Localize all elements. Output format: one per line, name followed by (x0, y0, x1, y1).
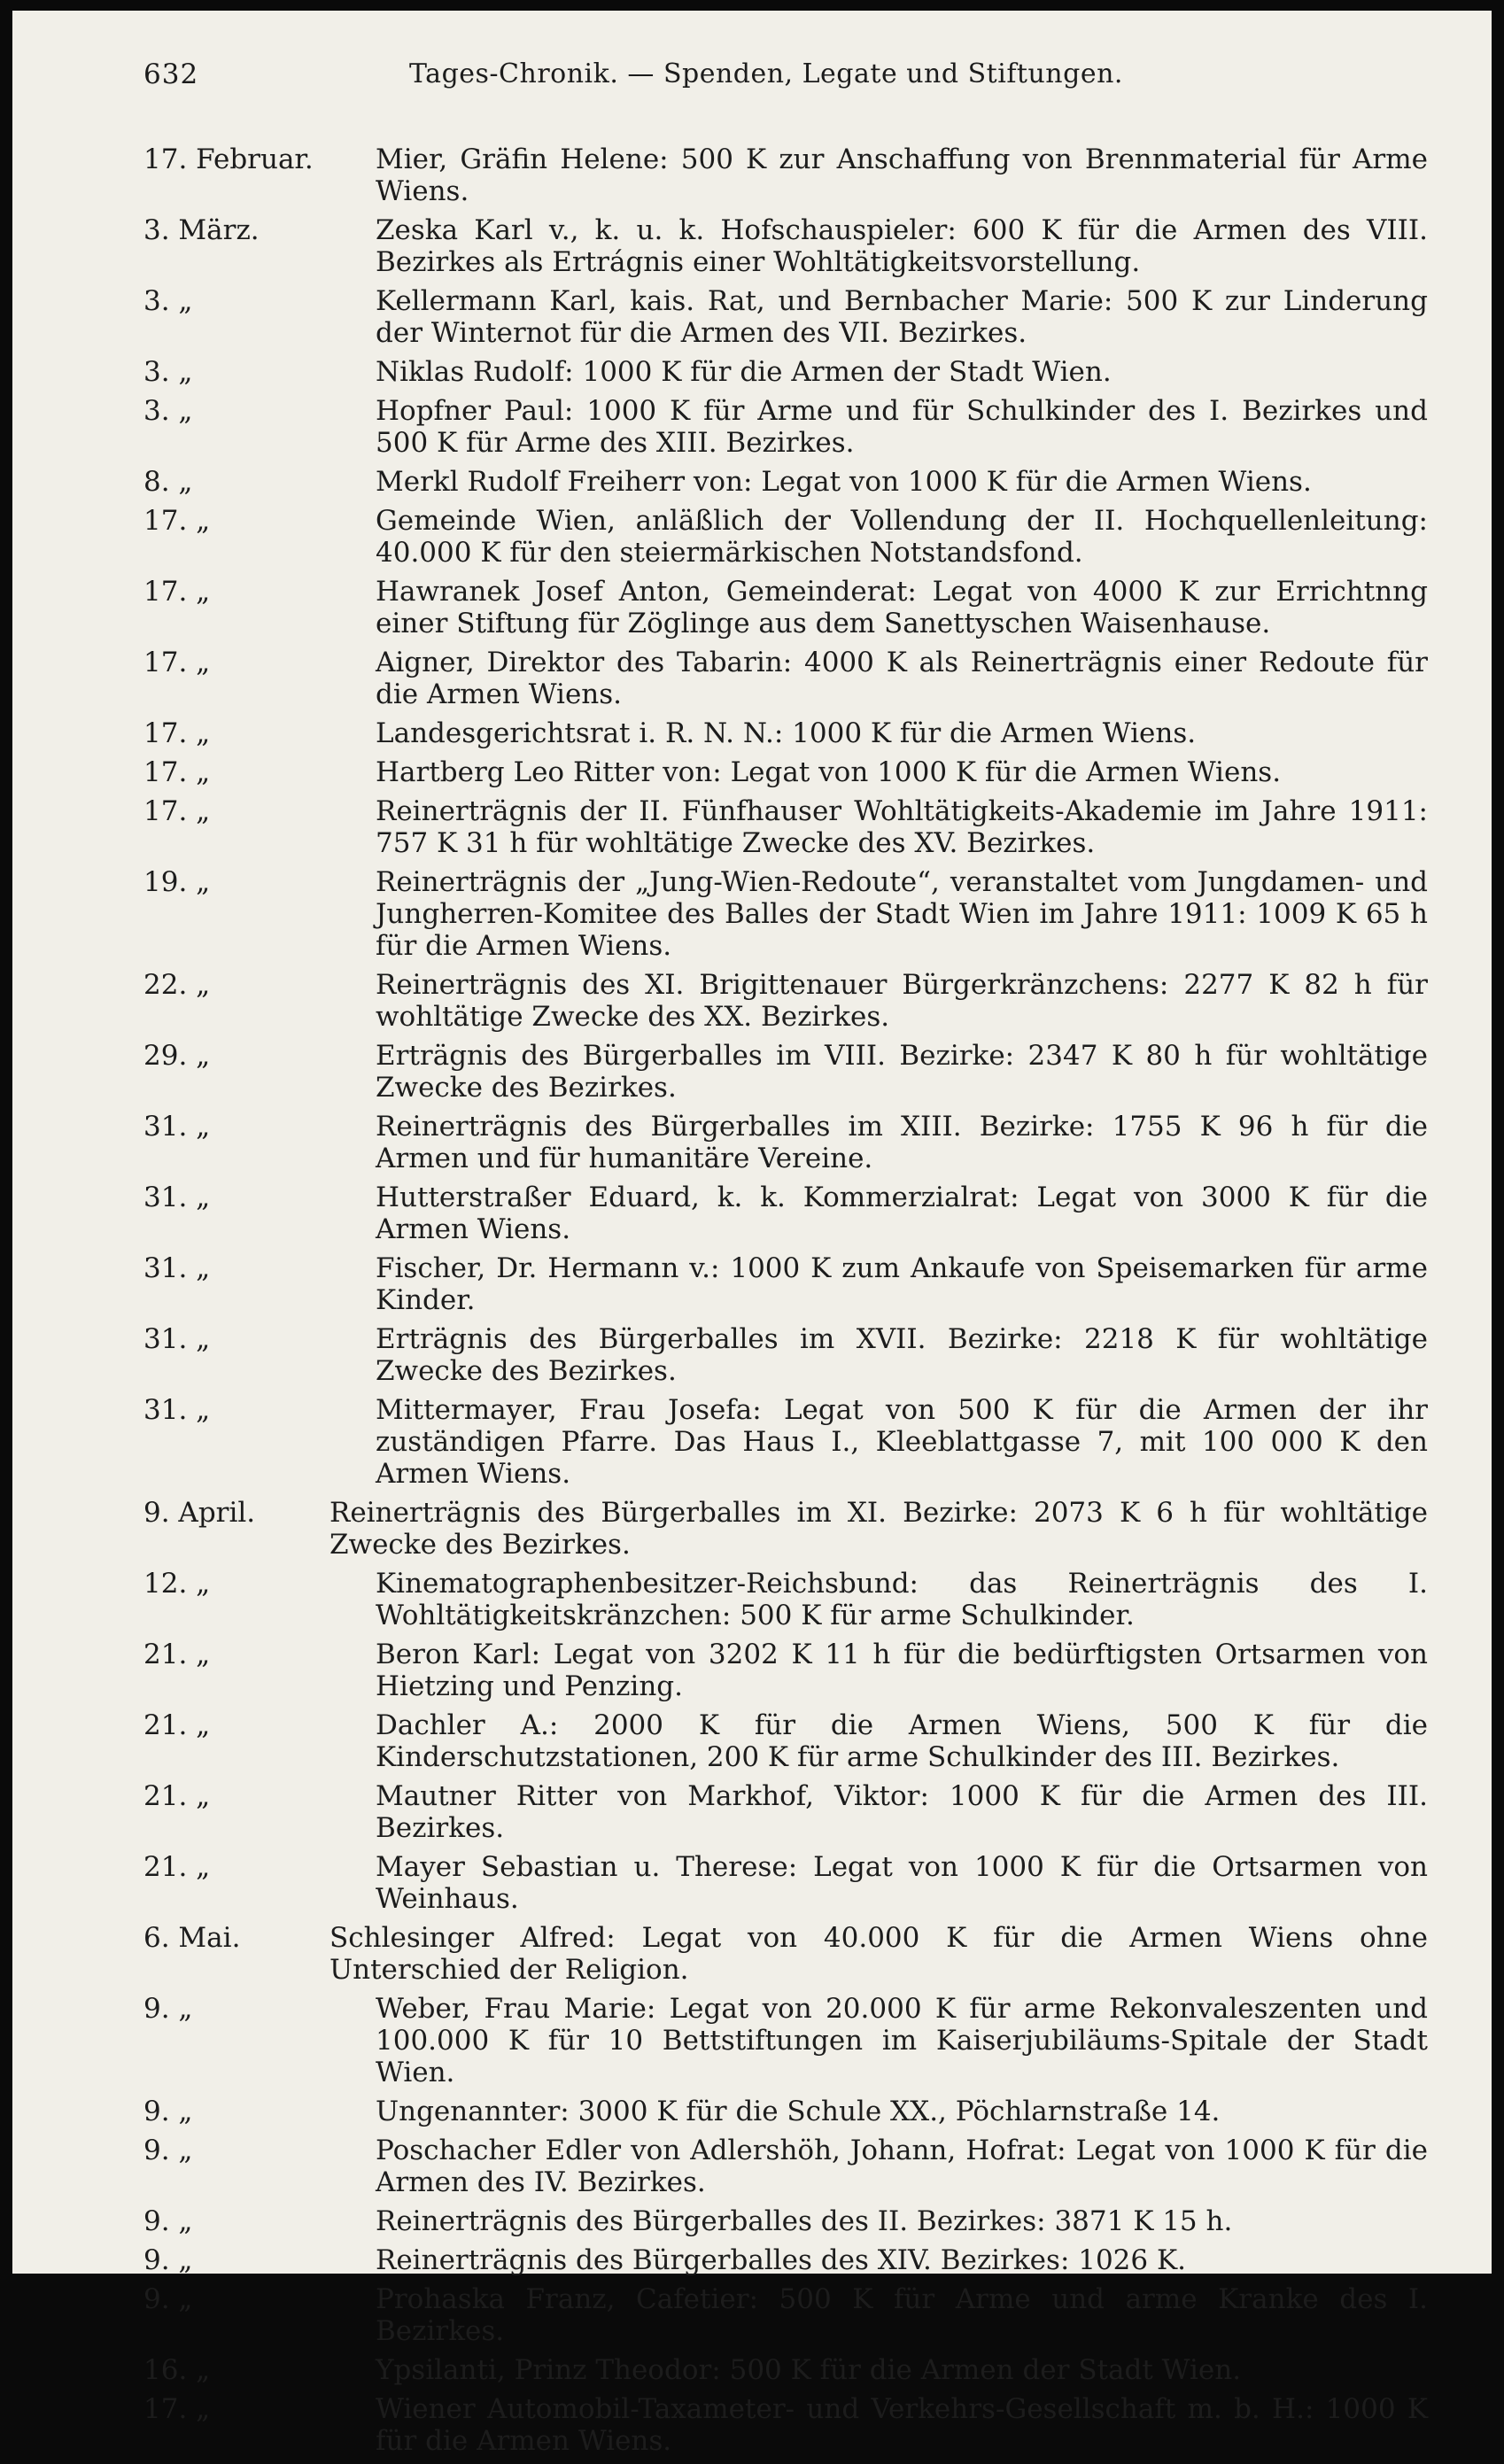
entry-date: 21. „ (143, 1709, 211, 1741)
entry-text: Kinematographenbesitzer-Reichsbund: das Reinerträgnis des I. Wohltätigkeitskränzchen: 500 K für arme Schulkinder. (376, 1568, 1428, 1631)
list-item (143, 2354, 1428, 2386)
list-item (143, 1497, 1428, 1561)
list-item (143, 969, 1428, 1033)
entry-date: 17. „ (143, 576, 211, 608)
entry-text: Weber, Frau Marie: Legat von 20.000 K für arme Rekonvaleszenten und 100.000 K für 10 Bettstiftungen im Kaiserjubiläums-Spitale der Stadt Wien. (376, 1993, 1428, 2088)
entry-text: Ypsilanti, Prinz Theodor: 500 K für die Armen der Stadt Wien. (376, 2354, 1242, 2386)
entry-text: Mier, Gräfin Helene: 500 K zur Anschaffung von Brennmaterial für Arme Wiens. (376, 143, 1428, 207)
entry-text: Hartberg Leo Ritter von: Legat von 1000 K für die Armen Wiens. (376, 756, 1282, 788)
list-item (143, 356, 1428, 388)
entry-text: Merkl Rudolf Freiherr von: Legat von 1000 K für die Armen Wiens. (376, 466, 1312, 498)
entry-text: Zeska Karl v., k. u. k. Hofschauspieler: 600 K für die Armen des VIII. Bezirkes als Ertrágnis einer Wohltätigkeitsvorstellung. (376, 214, 1428, 278)
entry-text: Reinerträgnis des Bürgerballes im XI. Bezirke: 2073 K 6 h für wohltätige Zwecke des Bezirkes. (329, 1497, 1428, 1561)
entry-date: 21. „ (143, 1780, 211, 1812)
entry-date: 9. „ (143, 2283, 193, 2315)
entry-date: 31. „ (143, 1323, 211, 1355)
list-item (143, 505, 1428, 569)
entry-text: Poschacher Edler von Adlershöh, Johann, Hofrat: Legat von 1000 K für die Armen des IV. Bezirkes. (376, 2135, 1428, 2198)
entry-text: Aigner, Direktor des Tabarin: 4000 K als Reinerträgnis einer Redoute für die Armen Wiens. (376, 647, 1428, 710)
entry-date: 22. „ (143, 969, 211, 1001)
list-item (143, 1922, 1428, 1986)
entry-text: Reinerträgnis des Bürgerballes im XIII. Bezirke: 1755 K 96 h für die Armen und für humanitäre Vereine. (376, 1111, 1428, 1174)
list-item (143, 576, 1428, 639)
list-item (143, 1252, 1428, 1316)
entry-date: 6. Mai. (143, 1922, 241, 1954)
running-head (143, 48, 1419, 101)
list-item (143, 1568, 1428, 1631)
entry-date: 9. „ (143, 2205, 193, 2237)
entry-text: Kellermann Karl, kais. Rat, und Bernbacher Marie: 500 K zur Linderung der Winternot für die Armen des VII. Bezirkes. (376, 285, 1428, 349)
entry-date: 31. „ (143, 1394, 211, 1426)
list-item (143, 2283, 1428, 2347)
entry-date: 17. „ (143, 756, 211, 788)
entry-date: 17. „ (143, 795, 211, 827)
entry-text: Wiener Automobil-Taxameter- und Verkehrs-Gesellschaft m. b. H.: 1000 K für die Armen Wiens. (376, 2393, 1428, 2457)
entry-text: Erträgnis des Bürgerballes im XVII. Bezirke: 2218 K für wohltätige Zwecke des Bezirkes. (376, 1323, 1428, 1387)
list-item (143, 285, 1428, 349)
entry-date: 19. „ (143, 866, 211, 898)
entry-text: Gemeinde Wien, anläßlich der Vollendung der II. Hochquellenleitung: 40.000 K für den steiermärkischen Notstandsfond. (376, 505, 1428, 569)
entry-date: 21. „ (143, 1639, 211, 1670)
list-item (143, 1780, 1428, 1844)
entry-date: 3. März. (143, 214, 260, 246)
entry-date: 17. „ (143, 647, 211, 678)
entry-date: 17. „ (143, 2393, 211, 2425)
list-item (143, 2135, 1428, 2198)
list-item (143, 2244, 1428, 2276)
entry-date: 31. „ (143, 1252, 211, 1284)
entry-date: 17. „ (143, 717, 211, 749)
entry-date: 21. „ (143, 1851, 211, 1883)
entry-date: 31. „ (143, 1182, 211, 1213)
entry-date: 16. „ (143, 2354, 211, 2386)
book-page (12, 11, 1492, 2457)
list-item (143, 1639, 1428, 1702)
list-item (143, 1851, 1428, 1915)
entry-date: 3. „ (143, 356, 193, 388)
list-item (143, 2393, 1428, 2457)
list-item (143, 1709, 1428, 1773)
entry-text: Reinerträgnis der II. Fünfhauser Wohltätigkeits-Akademie im Jahre 1911: 757 K 31 h für wohltätige Zwecke des XV. Bezirkes. (376, 795, 1428, 859)
entry-date: 3. „ (143, 285, 193, 317)
entry-text: Ungenannter: 3000 K für die Schule XX., Pöchlarnstraße 14. (376, 2096, 1221, 2127)
list-item (143, 2096, 1428, 2127)
entry-date: 17. Februar. (143, 143, 314, 175)
entry-text: Landesgerichtsrat i. R. N. N.: 1000 K für die Armen Wiens. (376, 717, 1197, 749)
entry-text: Dachler A.: 2000 K für die Armen Wiens, 500 K für die Kinderschutzstationen, 200 K für arme Schulkinder des III. Bezirkes. (376, 1709, 1428, 1773)
entry-text: Mautner Ritter von Markhof, Viktor: 1000 K für die Armen des III. Bezirkes. (376, 1780, 1428, 1844)
entry-text: Schlesinger Alfred: Legat von 40.000 K für die Armen Wiens ohne Unterschied der Religion. (329, 1922, 1428, 1986)
list-item (143, 1323, 1428, 1387)
list-item (143, 1182, 1428, 1245)
list-item (143, 795, 1428, 859)
list-item (143, 214, 1428, 278)
list-item (143, 717, 1428, 749)
entry-text: Erträgnis des Bürgerballes im VIII. Bezirke: 2347 K 80 h für wohltätige Zwecke des Bezirkes. (376, 1040, 1428, 1104)
entry-date: 12. „ (143, 1568, 211, 1600)
entry-date: 29. „ (143, 1040, 211, 1072)
list-item (143, 2205, 1428, 2237)
entry-date: 3. „ (143, 395, 193, 427)
entry-date: 9. „ (143, 2135, 193, 2166)
list-item (143, 1040, 1428, 1104)
page-number: 632 (143, 58, 199, 90)
list-item (143, 466, 1428, 498)
entry-list (143, 143, 1428, 2464)
running-title: Tages-Chronik. — Spenden, Legate und Stiftungen. (409, 58, 1123, 89)
entry-text: Mittermayer, Frau Josefa: Legat von 500 K für die Armen der ihr zuständigen Pfarre. Das Haus I., Kleeblattgasse 7, mit 100 000 K den Armen Wiens. (376, 1394, 1428, 1490)
entry-text: Reinerträgnis der „Jung-Wien-Redoute“, veranstaltet vom Jungdamen- und Jungherren-Komitee des Balles der Stadt Wien im Jahre 1911: 1009 K 65 h für die Armen Wiens. (376, 866, 1428, 962)
entry-date: 17. „ (143, 505, 211, 537)
entry-date: 9. „ (143, 2244, 193, 2276)
entry-text: Hawranek Josef Anton, Gemeinderat: Legat von 4000 K zur Errichtnng einer Stiftung für Zöglinge aus dem Sanettyschen Waisenhause. (376, 576, 1428, 639)
list-item (143, 1394, 1428, 1490)
entry-text: Reinerträgnis des Bürgerballes des XIV. Bezirkes: 1026 K. (376, 2244, 1186, 2276)
entry-text: Fischer, Dr. Hermann v.: 1000 K zum Ankaufe von Speisemarken für arme Kinder. (376, 1252, 1428, 1316)
entry-date: 31. „ (143, 1111, 211, 1143)
list-item (143, 1993, 1428, 2088)
entry-text: Niklas Rudolf: 1000 K für die Armen der Stadt Wien. (376, 356, 1112, 388)
entry-date: 8. „ (143, 466, 193, 498)
entry-date: 9. April. (143, 1497, 256, 1529)
entry-date: 9. „ (143, 1993, 193, 2025)
entry-text: Hutterstraßer Eduard, k. k. Kommerzialrat: Legat von 3000 K für die Armen Wiens. (376, 1182, 1428, 1245)
list-item (143, 647, 1428, 710)
entry-text: Beron Karl: Legat von 3202 K 11 h für die bedürftigsten Ortsarmen von Hietzing und Penzing. (376, 1639, 1428, 1702)
entry-text: Hopfner Paul: 1000 K für Arme und für Schulkinder des I. Bezirkes und 500 K für Arme des XIII. Bezirkes. (376, 395, 1428, 459)
entry-date: 9. „ (143, 2096, 193, 2127)
list-item (143, 143, 1428, 207)
entry-text: Reinerträgnis des XI. Brigittenauer Bürgerkränzchens: 2277 K 82 h für wohltätige Zwecke des XX. Bezirkes. (376, 969, 1428, 1033)
list-item (143, 756, 1428, 788)
entry-text: Prohaska Franz, Cafetier: 500 K für Arme und arme Kranke des I. Bezirkes. (376, 2283, 1428, 2347)
entry-text: Mayer Sebastian u. Therese: Legat von 1000 K für die Ortsarmen von Weinhaus. (376, 1851, 1428, 1915)
list-item (143, 395, 1428, 459)
list-item (143, 1111, 1428, 1174)
list-item (143, 866, 1428, 962)
entry-text: Reinerträgnis des Bürgerballes des II. Bezirkes: 3871 K 15 h. (376, 2205, 1233, 2237)
